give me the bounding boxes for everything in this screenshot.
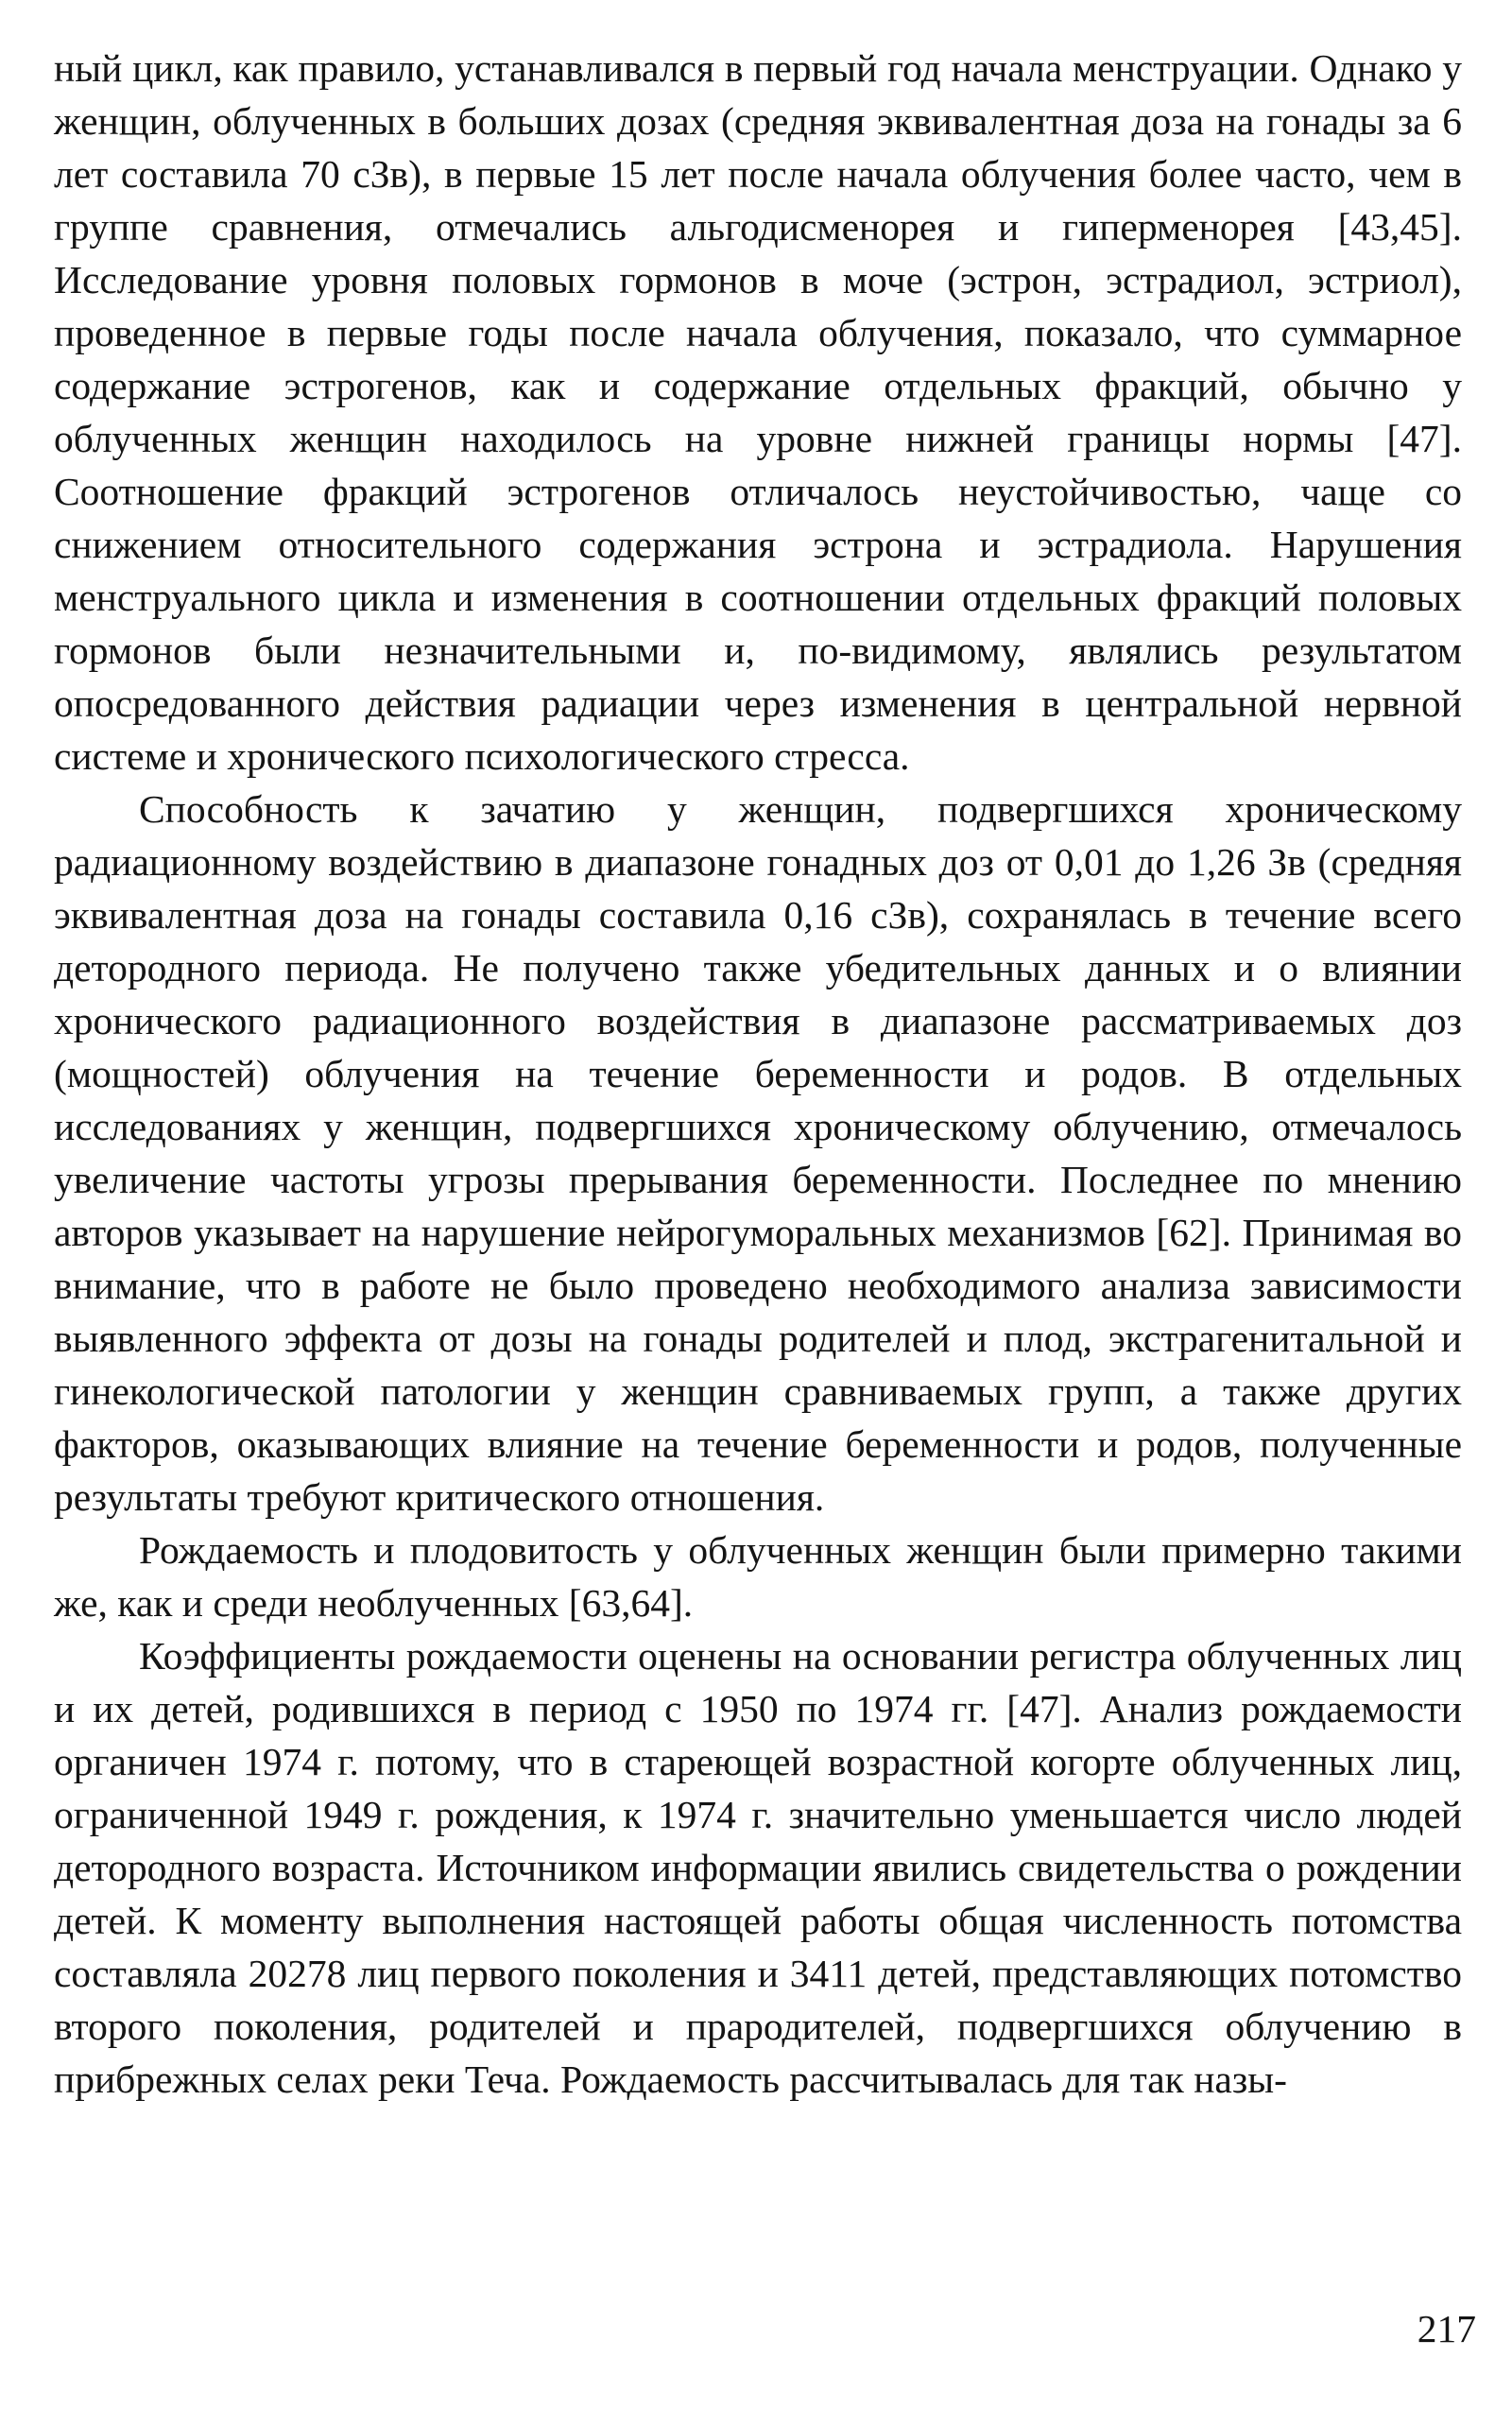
paragraph-conception: Способность к зачатию у женщин, подвергшихся хроническому радиационному воздействию в диапазоне гонадных доз от 0,01 до 1,26 Зв (средняя эквивалентная доза на гонады составила 0,16 сЗв), сохранялась в течение всего детородного периода. Не получено также убедительных данных и о влиянии хронического радиационного воздействия в диапазоне рассматриваемых доз (мощностей) облучения на течение беременности и родов. В отдельных исследованиях у женщин, подвергшихся хроническому облучению, отмечалось увеличение частоты угрозы прерывания беременности. Последнее по мнению авторов указывает на нарушение нейрогуморальных механизмов [62]. Принимая во внимание, что в работе не было проведено необходимого анализа зависимости выявленного эффекта от дозы на гонады родителей и плод, экстрагенитальной и гинекологической патологии у женщин сравниваемых групп, а также других факторов, оказывающих влияние на течение беременности и родов, полученные результаты требуют критического отношения. (54, 787, 1462, 1519)
paragraph-continuation: ный цикл, как правило, устанавливался в первый год начала менструации. Однако у женщин, облученных в больших дозах (средняя эквивалентная доза на гонады за 6 лет составила 70 сЗв), в первые 15 лет после начала облучения более часто, чем в группе сравнения, отмечались альгодисменорея и гиперменорея [43,45]. Исследование уровня половых гормонов в моче (эстрон, эстрадиол, эстриол), проведенное в первые годы после начала облучения, показало, что суммарное содержание эстрогенов, как и содержание отдельных фракций, обычно у облученных женщин находилось на уровне нижней границы нормы [47]. Соотношение фракций эстрогенов отличалось неустойчивостью, чаще со снижением относительного содержания эстрона и эстрадиола. Нарушения менструального цикла и изменения в соотношении отдельных фракций половых гормонов были незначительными и, по-видимому, являлись результатом опосредованного действия радиации через изменения в центральной нервной системе и хронического психологического стресса. (54, 46, 1462, 778)
paragraph-birth-rate: Коэффициенты рождаемости оценены на основании регистра облученных лиц и их детей, родившихся в период с 1950 по 1974 гг. [47]. Анализ рождаемости органичен 1974 г. потому, что в стареющей возрастной когорте облученных лиц, ограниченной 1949 г. рождения, к 1974 г. значительно уменьшается число людей детородного возраста. Источником информации явились свидетельства о рождении детей. К моменту выполнения настоящей работы общая численность потомства составляла 20278 лиц первого поколения и 3411 детей, представляющих потомство второго поколения, родителей и прародителей, подвергшихся облучению в прибрежных селах реки Теча. Рождаемость рассчитывалась для так назы- (54, 1634, 1462, 2101)
book-page (54, 42, 1462, 2376)
paragraph-fertility: Рождаемость и плодовитость у облученных женщин были примерно такими же, как и среди необлученных [63,64]. (54, 1528, 1462, 1625)
page-number: 217 (1417, 2307, 1476, 2350)
